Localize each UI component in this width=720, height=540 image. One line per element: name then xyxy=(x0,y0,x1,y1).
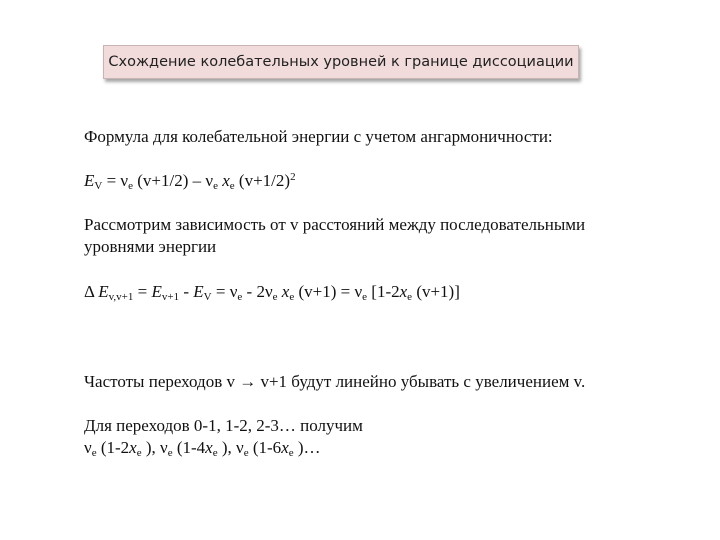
formula-subscript: e xyxy=(213,180,218,192)
energy-symbol: E xyxy=(193,282,204,301)
formula-part: (v+1/2) xyxy=(234,171,291,190)
formula-part: (v+1)] xyxy=(412,282,460,301)
formula-subscript: e xyxy=(407,291,413,303)
formula-subscript: e xyxy=(243,447,249,459)
anharmonicity-symbol: x xyxy=(205,438,213,457)
formula-part: )… xyxy=(293,438,321,457)
for-transitions-line: Для переходов 0-1, 1-2, 2-3… получим xyxy=(84,416,363,435)
formula-part: ), ν xyxy=(141,438,168,457)
energy-symbol: E xyxy=(84,171,95,190)
slide-title xyxy=(103,45,579,79)
formula-part: [1-2 xyxy=(367,282,400,301)
formula-subscript: e xyxy=(229,180,235,192)
formula-superscript: 2 xyxy=(290,171,296,183)
anharmonicity-symbol: x xyxy=(399,282,408,301)
formula-part: Δ xyxy=(84,282,99,301)
formula-subscript: e xyxy=(167,447,173,459)
formula-subscript: e xyxy=(212,447,218,459)
formula-part: (v+1/2) – ν xyxy=(133,171,214,190)
formula-subscript: e xyxy=(237,291,243,303)
formula-part: ν xyxy=(84,438,92,457)
formula-part: (1-2 xyxy=(96,438,130,457)
formula-part: = ν xyxy=(102,171,129,190)
energy-subscript: V xyxy=(94,180,103,192)
formula-subscript: v,v+1 xyxy=(108,291,134,303)
formula-subscript: e xyxy=(288,447,294,459)
formula-subscript: v+1 xyxy=(161,291,180,303)
delta-formula xyxy=(84,281,460,303)
formula-part: (1-4 xyxy=(172,438,206,457)
energy-formula xyxy=(84,170,296,192)
consider-line-2: уровнями энергии xyxy=(84,237,217,256)
formula-part: ), ν xyxy=(217,438,244,457)
formula-subscript: e xyxy=(289,291,295,303)
formula-subscript: e xyxy=(362,291,368,303)
formula-subscript: e xyxy=(272,291,278,303)
formula-subscript: e xyxy=(91,447,97,459)
consider-line-1: Рассмотрим зависимость от v расстояний между последовательными xyxy=(84,215,586,234)
formula-subscript: V xyxy=(203,291,212,303)
energy-symbol: E xyxy=(151,282,162,301)
transitions-statement: Частоты переходов v → v+1 будут линейно убывать с увеличением v. xyxy=(84,372,586,391)
formula-part: (1-6 xyxy=(248,438,282,457)
anharmonicity-symbol: x xyxy=(222,171,230,190)
formula-part: = xyxy=(133,282,152,301)
result-formula xyxy=(84,437,321,459)
formula-part: - xyxy=(179,282,194,301)
formula-part: = ν xyxy=(211,282,238,301)
formula-part: - 2ν xyxy=(242,282,273,301)
slide-title-text: Схождение колебательных уровней к границе диссоциации xyxy=(108,54,574,70)
energy-symbol: E xyxy=(98,282,109,301)
anharmonicity-symbol: x xyxy=(281,282,290,301)
formula-intro: Формула для колебательной энергии с учетом ангармоничности: xyxy=(84,127,553,146)
anharmonicity-symbol: x xyxy=(281,438,289,457)
formula-part: (v+1) = ν xyxy=(294,282,363,301)
anharmonicity-symbol: x xyxy=(129,438,137,457)
formula-subscript: e xyxy=(136,447,142,459)
formula-subscript: e xyxy=(128,180,134,192)
